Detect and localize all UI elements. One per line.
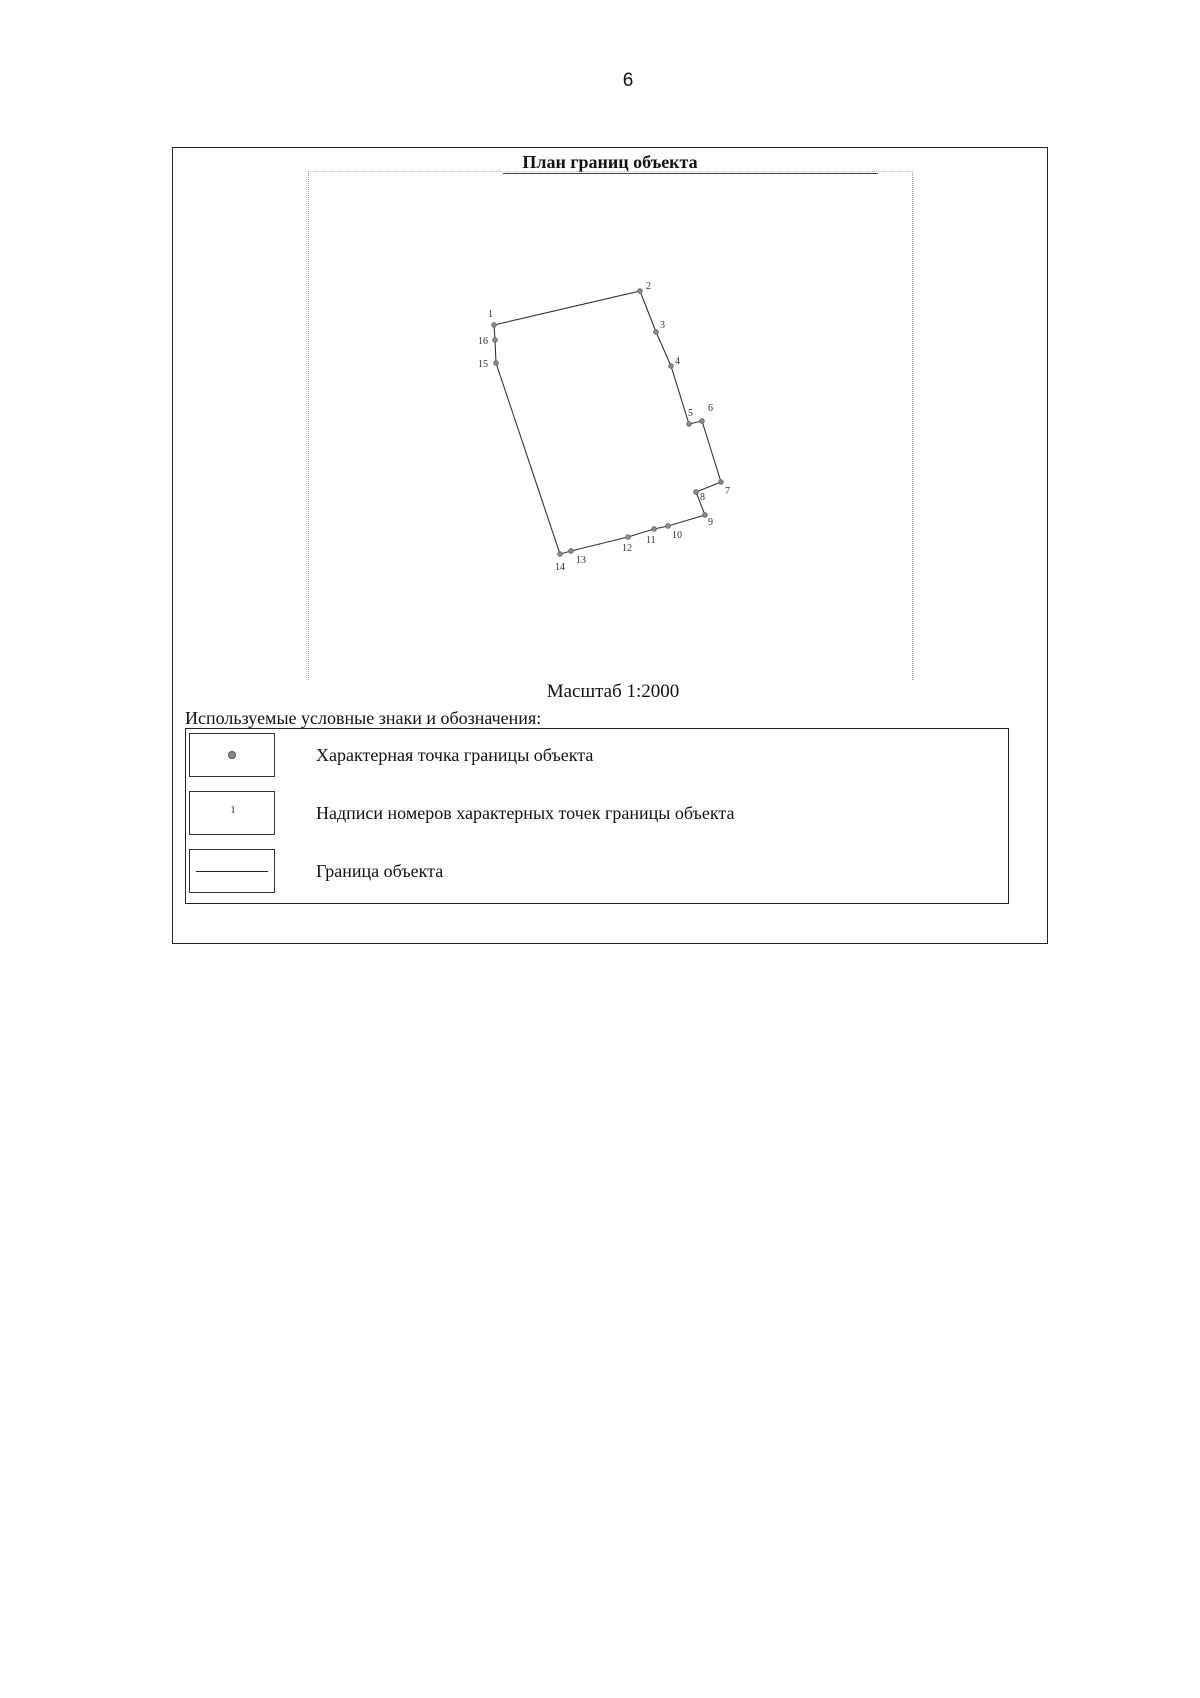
point-label-2: 2: [646, 281, 651, 292]
point-label-16: 16: [478, 336, 488, 347]
boundary-point-7: [719, 480, 724, 485]
point-label-12: 12: [622, 543, 632, 554]
boundary-points: [478, 281, 730, 573]
boundary-point-5: [687, 422, 692, 427]
point-label-1: 1: [488, 309, 493, 320]
boundary-point-13: [569, 549, 574, 554]
point-label-14: 14: [555, 562, 565, 573]
point-label-9: 9: [708, 517, 713, 528]
boundary-point-15: [494, 361, 499, 366]
boundary-point-8: [694, 490, 699, 495]
boundary-point-1: [492, 323, 497, 328]
point-label-8: 8: [700, 492, 705, 503]
legend-heading: Используемые условные знаки и обозначения:: [185, 708, 542, 728]
boundary-point-16: [493, 338, 498, 343]
page-number: 6: [622, 70, 634, 91]
point-label-7: 7: [725, 486, 730, 497]
point-label-4: 4: [675, 356, 680, 367]
boundary-point-14: [558, 552, 563, 557]
legend-table: [185, 728, 1009, 904]
legend-text-boundary: Граница объекта: [316, 861, 444, 881]
legend-symbol-boundary: [189, 849, 275, 893]
legend-text-point: Характерная точка границы объекта: [316, 745, 594, 765]
point-label-13: 13: [576, 555, 586, 566]
boundary-point-dot-icon: [228, 751, 236, 759]
boundary-point-11: [652, 527, 657, 532]
plan-title: План границ объекта: [522, 152, 698, 172]
plan-frame: [172, 147, 1048, 944]
legend-text-number: Надписи номеров характерных точек границы объекта: [316, 803, 735, 823]
boundary-point-9: [703, 513, 708, 518]
legend-row-point: [189, 733, 1005, 779]
boundary-point-6: [700, 419, 705, 424]
legend-symbol-point: [189, 733, 275, 777]
scale-label: Масштаб 1:2000: [546, 681, 680, 702]
point-label-3: 3: [660, 320, 665, 331]
point-label-15: 15: [478, 359, 488, 370]
boundary-point-2: [638, 289, 643, 294]
boundary-point-10: [666, 524, 671, 529]
boundary-point-3: [654, 330, 659, 335]
point-label-6: 6: [708, 403, 713, 414]
map-area: [308, 171, 913, 680]
boundary-line-icon: [196, 871, 268, 872]
boundary-point-4: [669, 364, 674, 369]
point-label-10: 10: [672, 530, 682, 541]
legend-row-number: [189, 791, 1005, 837]
point-label-11: 11: [646, 535, 656, 546]
point-number-sample: 1: [230, 804, 236, 816]
point-label-5: 5: [688, 408, 693, 419]
boundary-plan-drawing: [309, 172, 912, 680]
legend-symbol-number: [189, 791, 275, 835]
boundary-point-12: [626, 535, 631, 540]
legend-row-boundary: [189, 849, 1005, 895]
